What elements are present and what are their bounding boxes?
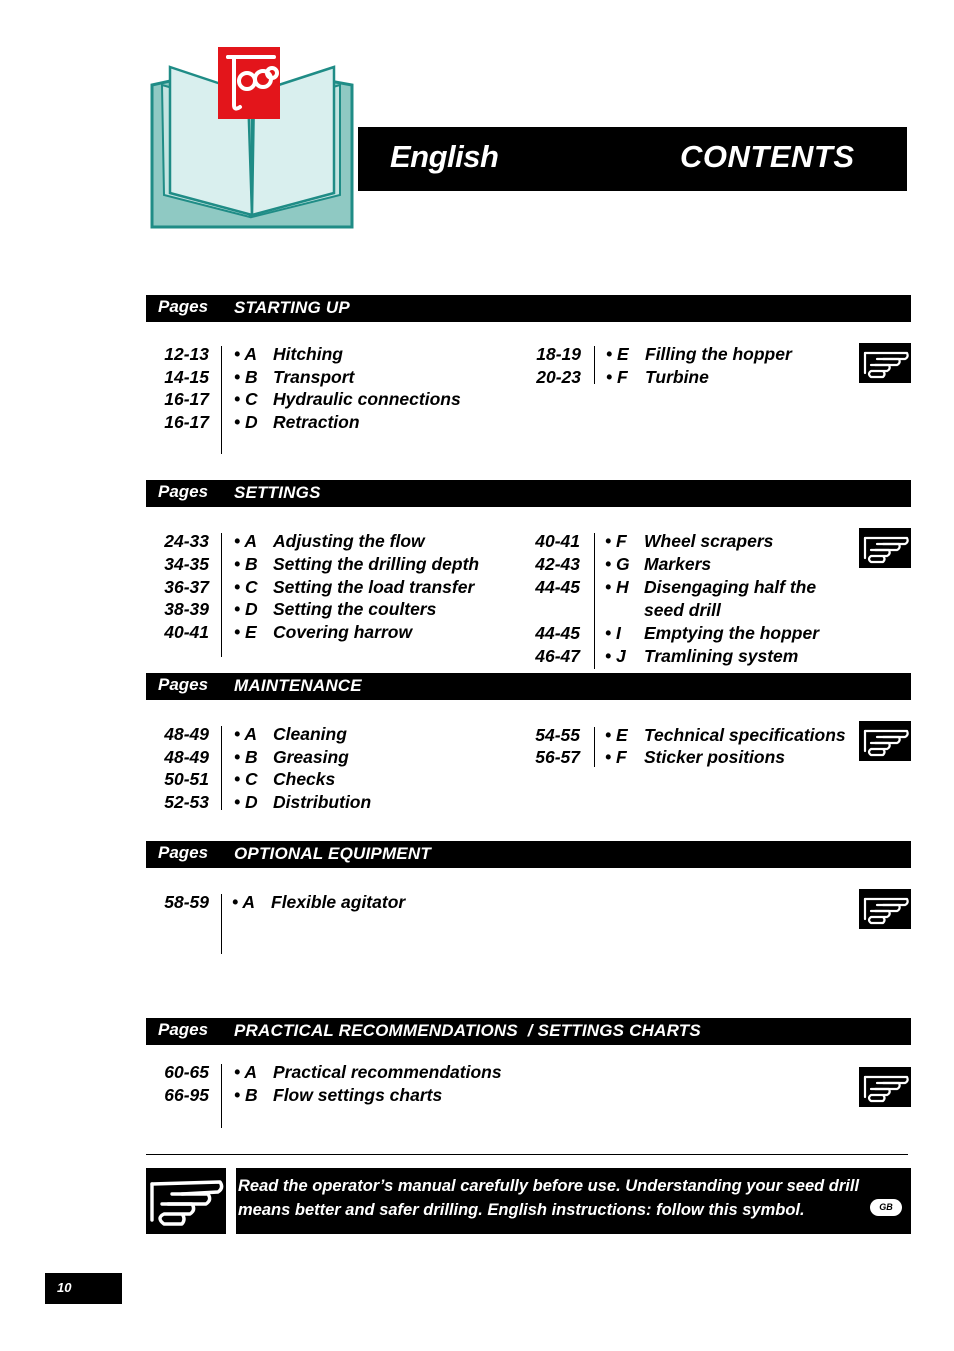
entry-pages: 54-55 xyxy=(535,725,580,745)
entry-title[interactable]: Cleaning xyxy=(273,724,347,744)
entry-pages: 34-35 xyxy=(164,554,209,574)
pointing-hand-icon xyxy=(859,528,911,568)
column-divider xyxy=(221,1064,222,1128)
entry-letter: • D xyxy=(234,792,258,812)
entry-letter: • I xyxy=(605,623,621,643)
separator-line xyxy=(146,1154,908,1155)
entry-letter: • C xyxy=(234,769,258,789)
entry-pages: 16-17 xyxy=(164,389,209,409)
entry-pages: 48-49 xyxy=(164,724,209,744)
section-bar-settings xyxy=(146,480,911,507)
column-divider xyxy=(221,726,222,810)
section-bar-maintenance xyxy=(146,673,911,700)
entry-title[interactable]: Tramlining system xyxy=(644,646,799,666)
entry-pages: 16-17 xyxy=(164,412,209,432)
section-bar-practical-recommendations xyxy=(146,1018,911,1045)
entry-title[interactable]: Distribution xyxy=(273,792,372,812)
entry-pages: 40-41 xyxy=(164,622,209,642)
entry-title[interactable]: Practical recommendations xyxy=(273,1062,502,1082)
pointing-hand-icon xyxy=(146,1168,226,1234)
entry-letter: • E xyxy=(234,622,257,642)
entry-letter: • A xyxy=(234,344,257,364)
entry-letter: • F xyxy=(605,747,627,767)
entry-letter: • B xyxy=(234,1085,258,1105)
entry-title[interactable]: Turbine xyxy=(645,367,709,387)
entry-letter: • C xyxy=(234,389,258,409)
entry-pages: 60-65 xyxy=(164,1062,209,1082)
entry-pages: 58-59 xyxy=(164,892,209,912)
entry-letter: • H xyxy=(605,577,629,597)
entry-pages: 46-47 xyxy=(535,646,580,666)
pages-label: Pages xyxy=(158,1020,209,1039)
entry-pages: 52-53 xyxy=(164,792,209,812)
entry-letter: • F xyxy=(606,367,628,387)
section-title: OPTIONAL EQUIPMENT xyxy=(234,844,431,863)
entry-letter: • D xyxy=(234,599,258,619)
entry-pages: 50-51 xyxy=(164,769,209,789)
entry-title[interactable]: Greasing xyxy=(273,747,349,767)
title-band xyxy=(358,127,907,191)
page-number-box xyxy=(45,1273,122,1304)
entry-pages: 66-95 xyxy=(164,1085,209,1105)
entry-title[interactable]: Transport xyxy=(273,367,355,387)
notice-text: Read the operator’s manual carefully before use. Understanding your seed drill means better and safer drilling. English instructions: follow this symbol. xyxy=(238,1177,860,1219)
entry-title[interactable]: Flow settings charts xyxy=(273,1085,443,1105)
entry-title[interactable]: Setting the coulters xyxy=(273,599,437,619)
instruction-notice xyxy=(236,1168,911,1234)
column-divider xyxy=(594,727,595,767)
entry-title[interactable]: Checks xyxy=(273,769,336,789)
entry-title[interactable]: Hitching xyxy=(273,344,343,364)
pages-label: Pages xyxy=(158,482,209,501)
pointing-hand-icon xyxy=(859,1067,911,1107)
entry-letter: • E xyxy=(606,344,629,364)
entry-letter: • G xyxy=(605,554,630,574)
entry-title-continuation[interactable]: seed drill xyxy=(644,600,721,620)
entry-letter: • B xyxy=(234,747,258,767)
entry-title[interactable]: Setting the drilling depth xyxy=(273,554,480,574)
entry-pages: 56-57 xyxy=(535,747,580,767)
entry-pages: 36-37 xyxy=(164,577,209,597)
entry-title[interactable]: Hydraulic connections xyxy=(273,389,461,409)
column-divider xyxy=(594,346,595,384)
section-title: STARTING UP xyxy=(234,298,350,317)
column-divider xyxy=(221,533,222,657)
entry-title[interactable]: Disengaging half the xyxy=(644,577,817,597)
entry-title[interactable]: Emptying the hopper xyxy=(644,623,819,643)
entry-letter: • A xyxy=(234,1062,257,1082)
entry-letter: • A xyxy=(234,724,257,744)
page-title: CONTENTS xyxy=(680,139,855,174)
section-bar-starting-up xyxy=(146,295,911,322)
entry-pages: 38-39 xyxy=(164,599,209,619)
pages-label: Pages xyxy=(158,843,209,862)
entry-title[interactable]: Flexible agitator xyxy=(271,892,406,912)
entry-title[interactable]: Adjusting the flow xyxy=(273,531,425,551)
pointing-hand-icon xyxy=(859,889,911,929)
section-bar-optional-equipment xyxy=(146,841,911,868)
entry-title[interactable]: Technical specifications xyxy=(644,725,846,745)
entry-title[interactable]: Retraction xyxy=(273,412,360,432)
language-title: English xyxy=(390,139,499,174)
entry-title[interactable]: Filling the hopper xyxy=(645,344,792,364)
entry-pages: 14-15 xyxy=(164,367,209,387)
entry-pages: 18-19 xyxy=(536,344,581,364)
entry-letter: • F xyxy=(605,531,627,551)
entry-pages: 44-45 xyxy=(535,577,580,597)
entry-letter: • J xyxy=(605,646,626,666)
language-badge: GB xyxy=(870,1199,902,1216)
open-book-icon xyxy=(150,45,356,229)
entry-pages: 24-33 xyxy=(164,531,209,551)
column-divider xyxy=(221,894,222,954)
entry-pages: 40-41 xyxy=(535,531,580,551)
entry-letter: • A xyxy=(234,531,257,551)
entry-pages: 20-23 xyxy=(536,367,581,387)
pointing-hand-icon xyxy=(859,721,911,761)
section-title: PRACTICAL RECOMMENDATIONS / SETTINGS CHARTS xyxy=(234,1021,701,1040)
pointing-hand-icon xyxy=(859,343,911,383)
pages-label: Pages xyxy=(158,675,209,694)
column-divider xyxy=(221,346,222,454)
entry-title[interactable]: Markers xyxy=(644,554,712,574)
entry-title[interactable]: Wheel scrapers xyxy=(644,531,774,551)
column-divider xyxy=(594,533,595,669)
entry-pages: 44-45 xyxy=(535,623,580,643)
entry-title[interactable]: Setting the load transfer xyxy=(273,577,475,597)
section-title: MAINTENANCE xyxy=(234,676,362,695)
entry-letter: • D xyxy=(234,412,258,432)
entry-pages: 48-49 xyxy=(164,747,209,767)
entry-letter: • E xyxy=(605,725,628,745)
entry-letter: • B xyxy=(234,554,258,574)
entry-pages: 12-13 xyxy=(164,344,209,364)
entry-pages: 42-43 xyxy=(535,554,580,574)
section-title: SETTINGS xyxy=(234,483,321,502)
entry-letter: • B xyxy=(234,367,258,387)
entry-letter: • C xyxy=(234,577,258,597)
pages-label: Pages xyxy=(158,297,209,316)
entry-letter: • A xyxy=(232,892,255,912)
entry-title[interactable]: Sticker positions xyxy=(644,747,786,767)
page-number: 10 xyxy=(57,1280,72,1295)
entry-title[interactable]: Covering harrow xyxy=(273,622,413,642)
